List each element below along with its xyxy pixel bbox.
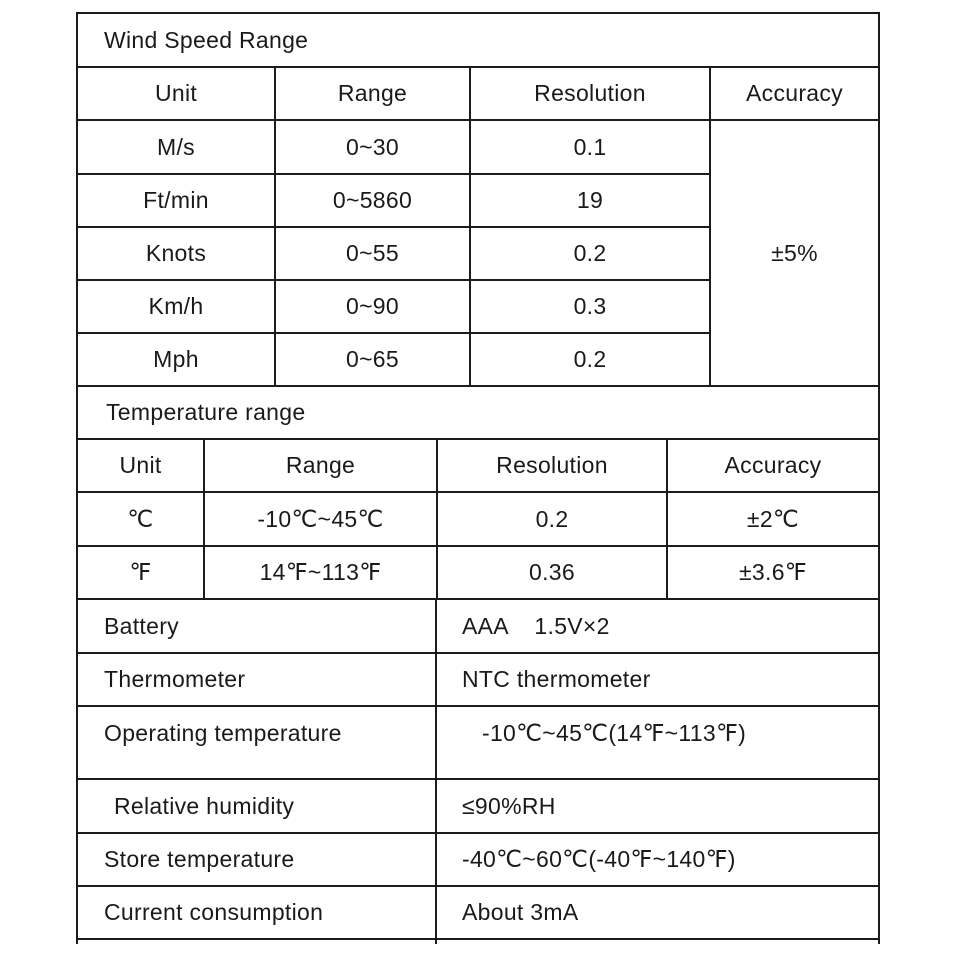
wind-resolution-cell: 0.1	[573, 133, 607, 160]
spec-label-battery: Battery	[104, 612, 179, 639]
wind-range-cell: 0~30	[345, 133, 399, 160]
spec-value-relative-humidity: ≤90%RH	[462, 792, 556, 819]
spec-value-operating-temperature: -10℃~45℃(14℉~113℉)	[482, 719, 747, 746]
wind-header-accuracy: Accuracy	[746, 80, 843, 106]
temp-resolution-cell: 0.36	[529, 559, 575, 585]
wind-unit-cell: Mph	[153, 346, 199, 372]
wind-unit-cell: Ft/min	[143, 187, 209, 213]
temp-resolution-cell: 0.2	[535, 505, 569, 532]
wind-resolution-cell: 0.2	[573, 346, 607, 372]
wind-range-cell: 0~90	[345, 293, 399, 319]
temp-unit-cell: ℉	[129, 559, 152, 585]
spec-label-operating-temperature: Operating temperature	[104, 719, 342, 746]
wind-header-unit: Unit	[154, 80, 198, 106]
wind-unit-cell: Knots	[145, 240, 207, 266]
wind-header-resolution: Resolution	[534, 80, 646, 106]
spec-value-current-consumption: About 3mA	[462, 899, 579, 925]
rule	[435, 598, 437, 944]
wind-resolution-cell: 0.2	[573, 240, 607, 266]
wind-resolution-cell: 19	[576, 187, 604, 213]
temp-header-unit: Unit	[119, 452, 162, 478]
spec-label-store-temperature: Store temperature	[104, 846, 295, 872]
wind-accuracy-cell: ±5%	[771, 239, 818, 266]
temp-range-cell: 14℉~113℉	[259, 559, 382, 585]
wind-range-cell: 0~65	[345, 346, 399, 372]
temp-unit-cell: ℃	[127, 505, 154, 532]
spec-label-thermometer: Thermometer	[104, 666, 246, 692]
temp-header-resolution: Resolution	[496, 452, 608, 478]
wind-resolution-cell: 0.3	[573, 293, 607, 319]
spec-value-store-temperature: -40℃~60℃(-40℉~140℉)	[462, 846, 736, 872]
wind-unit-cell: Km/h	[148, 293, 204, 319]
temperature-section-title: Temperature range	[106, 399, 306, 425]
temp-range-cell: -10℃~45℃	[257, 505, 384, 532]
wind-range-cell: 0~55	[345, 240, 399, 266]
wind-range-cell: 0~5860	[332, 187, 413, 213]
wind-header-range: Range	[337, 80, 408, 106]
spec-label-relative-humidity: Relative humidity	[114, 792, 295, 819]
rule-right	[878, 12, 880, 944]
rule-bottom	[76, 938, 880, 940]
temp-header-range: Range	[285, 452, 356, 478]
temp-accuracy-cell: ±3.6℉	[739, 559, 807, 585]
temp-header-accuracy: Accuracy	[724, 452, 822, 478]
spec-value-battery: AAA 1.5V×2	[462, 612, 610, 639]
temp-accuracy-cell: ±2℃	[746, 505, 800, 532]
spec-label-current-consumption: Current consumption	[104, 899, 324, 925]
wind-unit-cell: M/s	[157, 133, 195, 160]
wind-section-title: Wind Speed Range	[104, 26, 309, 53]
spec-value-thermometer: NTC thermometer	[462, 666, 651, 692]
